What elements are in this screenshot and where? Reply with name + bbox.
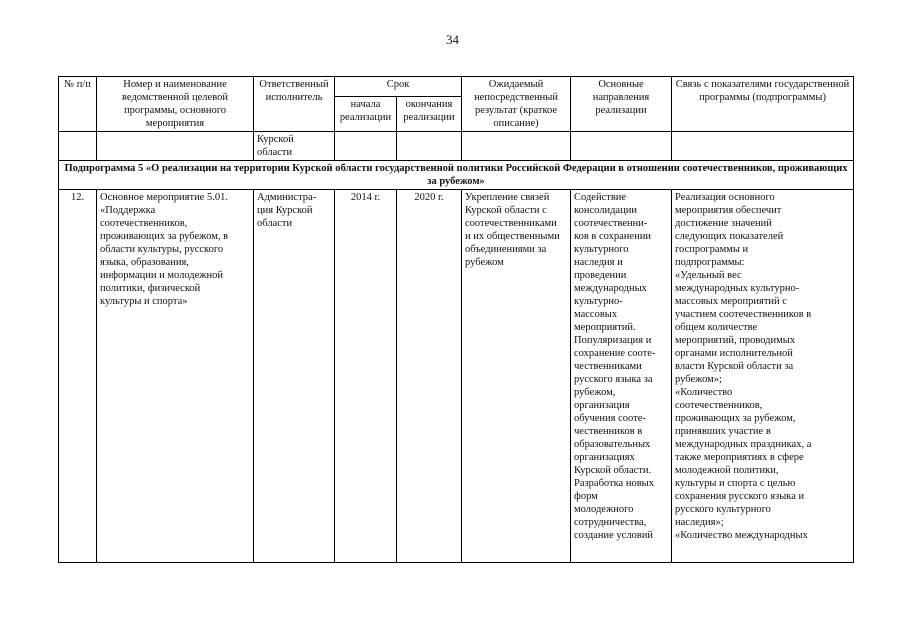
row-name-line: проживающих за рубежом, в	[100, 231, 229, 242]
row-directions-line: консолидации	[574, 205, 637, 216]
row-link-line: мероприятия обеспечит	[675, 205, 782, 216]
header-num: № п/п	[59, 77, 97, 132]
row-result-line: соотечественниками	[465, 218, 557, 229]
row-executor-line: ция Курской	[257, 205, 313, 216]
row-directions-line: молодежного	[574, 504, 634, 515]
row-link-line: наследия»;	[675, 517, 724, 528]
row-link-line: культуры и спорта с целью	[675, 478, 796, 489]
row-directions-line: русского языка за	[574, 374, 653, 385]
row-link-line: госпрограммы и	[675, 244, 749, 255]
header-name: Номер и наименование ведомственной целевой программы, основного мероприятия	[97, 77, 254, 132]
continued-row	[59, 132, 854, 161]
row-link-line: «Удельный вес	[675, 270, 742, 281]
row-link-line: власти Курской области за	[675, 361, 794, 372]
row-name	[97, 190, 254, 563]
row-link-line: принявших участие в	[675, 426, 771, 437]
subprogram-title: Подпрограмма 5 «О реализации на территории Курской области государственной политики Российской Федерации в отношении соотечественников, проживающих за рубежом»	[59, 161, 854, 190]
row-result-line: Укрепление связей	[465, 192, 550, 203]
row-link-line: также мероприятиях в сфере	[675, 452, 804, 463]
row-link-line: соотечественников,	[675, 400, 763, 411]
row-directions-line: Популяризация и	[574, 335, 652, 346]
continued-end	[397, 132, 462, 161]
row-name-line: информации и молодежной	[100, 270, 224, 281]
continued-executor-line: области	[257, 147, 293, 158]
row-directions-line: обучения соотe-	[574, 413, 646, 424]
row-name-line: «Поддержка	[100, 205, 156, 216]
row-directions-line: культурно-	[574, 296, 623, 307]
row-name-line: области культуры, русского	[100, 244, 224, 255]
row-start: 2014 г.	[335, 190, 397, 563]
row-directions-line: Содействие	[574, 192, 627, 203]
row-directions-line: форм	[574, 491, 598, 502]
row-directions-line: организациях	[574, 452, 635, 463]
row-directions-line: создание условий	[574, 530, 654, 541]
row-link-line: «Количество	[675, 387, 733, 398]
row-link-line: достижение значений	[675, 218, 772, 229]
row-link	[672, 190, 854, 563]
continued-result	[462, 132, 571, 161]
continued-num	[59, 132, 97, 161]
row-link-line: молодежной политики,	[675, 465, 779, 476]
row-directions-line: наследия и	[574, 257, 623, 268]
row-link-line: органами исполнительной	[675, 348, 793, 359]
row-link-line: русского культурного	[675, 504, 771, 515]
row-directions-line: чественников в	[574, 426, 643, 437]
row-link-line: следующих показателей	[675, 231, 784, 242]
row-directions-line: сохранение сооте-	[574, 348, 656, 359]
subprogram-row	[59, 161, 854, 190]
row-directions-line: ков в сохранении	[574, 231, 651, 242]
row-directions-line: Разработка новых	[574, 478, 654, 489]
header-end: окончания реализации	[397, 96, 462, 131]
row-directions	[571, 190, 672, 563]
continued-directions	[571, 132, 672, 161]
row-executor-line: Администра-	[257, 192, 317, 203]
continued-name	[97, 132, 254, 161]
row-directions-line: массовых	[574, 309, 618, 320]
row-link-line: мероприятий, проводимых	[675, 335, 796, 346]
row-name-line: соотечественников,	[100, 218, 188, 229]
row-result	[462, 190, 571, 563]
continued-link	[672, 132, 854, 161]
row-link-line: Реализация основного	[675, 192, 775, 203]
row-directions-line: образовательных	[574, 439, 651, 450]
row-link-line: рубежом»;	[675, 374, 722, 385]
row-directions-line: сотрудничества,	[574, 517, 647, 528]
row-directions-line: международных	[574, 283, 647, 294]
continued-executor-line: Курской	[257, 134, 294, 145]
row-directions-line: культурного	[574, 244, 629, 255]
row-directions-line: мероприятий.	[574, 322, 636, 333]
header-term: Срок	[335, 77, 462, 97]
row-name-line: Основное мероприятие 5.01.	[100, 192, 228, 203]
row-directions-line: чественниками	[574, 361, 642, 372]
row-end: 2020 г.	[397, 190, 462, 563]
row-directions-line: Курской области.	[574, 465, 652, 476]
continued-start	[335, 132, 397, 161]
row-directions-line: проведении	[574, 270, 627, 281]
row-name-line: политики, физической	[100, 283, 201, 294]
row-result-line: рубежом	[465, 257, 504, 268]
header-start: начала реализации	[335, 96, 397, 131]
row-name-line: культуры и спорта»	[100, 296, 188, 307]
row-link-line: проживающих за рубежом,	[675, 413, 796, 424]
row-link-line: общем количестве	[675, 322, 758, 333]
row-directions-line: соотечественни-	[574, 218, 648, 229]
row-result-line: объединениями за	[465, 244, 547, 255]
row-executor	[254, 190, 335, 563]
row-link-line: массовых мероприятий с	[675, 296, 787, 307]
row-link-line: международных праздниках, а	[675, 439, 812, 450]
header-result: Ожидаемый непосредственный результат (краткое описание)	[462, 77, 571, 132]
row-link-line: «Количество международных	[675, 530, 808, 541]
row-link-line: участием соотечественников в	[675, 309, 812, 320]
row-executor-line: области	[257, 218, 293, 229]
table-row	[59, 190, 854, 563]
row-name-line: языка, образования,	[100, 257, 189, 268]
row-directions-line: организация	[574, 400, 630, 411]
row-result-line: и их общественными	[465, 231, 560, 242]
row-link-line: сохранения русского языка и	[675, 491, 805, 502]
row-result-line: Курской области с	[465, 205, 547, 216]
row-number: 12.	[59, 190, 97, 563]
header-row	[59, 77, 854, 97]
header-executor: Ответственный исполнитель	[254, 77, 335, 132]
page-number: 34	[446, 32, 459, 47]
header-link: Связь с показателями государственной программы (подпрограммы)	[672, 77, 854, 132]
row-link-line: международных культурно-	[675, 283, 800, 294]
row-link-line: подпрограммы:	[675, 257, 745, 268]
continued-executor	[254, 132, 335, 161]
measures-table	[58, 76, 854, 563]
row-directions-line: рубежом,	[574, 387, 616, 398]
header-directions: Основные направления реализации	[571, 77, 672, 132]
